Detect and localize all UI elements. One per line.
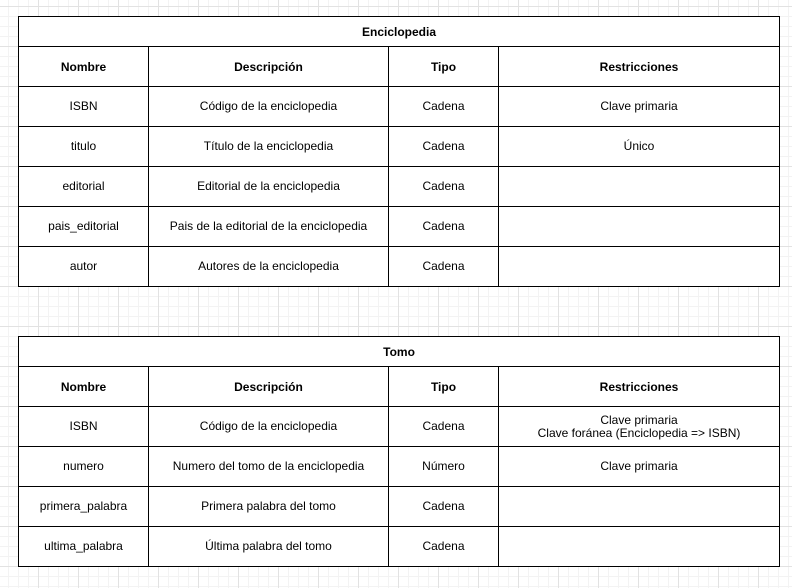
cell-tipo[interactable]: Cadena: [389, 407, 499, 447]
table-row: [19, 207, 780, 247]
cell-descripcion[interactable]: Primera palabra del tomo: [149, 487, 389, 527]
restriction-text: Clave primaria: [600, 99, 678, 113]
cell-tipo[interactable]: Cadena: [389, 167, 499, 207]
cell-restricciones[interactable]: [499, 447, 780, 487]
cell-tipo[interactable]: Cadena: [389, 487, 499, 527]
tomo-table: [18, 336, 780, 567]
cell-restricciones[interactable]: [499, 127, 780, 167]
cell-descripcion[interactable]: Pais de la editorial de la enciclopedia: [149, 207, 389, 247]
cell-tipo[interactable]: Cadena: [389, 527, 499, 567]
cell-nombre[interactable]: ISBN: [19, 407, 149, 447]
cell-nombre[interactable]: ISBN: [19, 87, 149, 127]
cell-restricciones[interactable]: [499, 247, 780, 287]
table-row: [19, 127, 780, 167]
table-title[interactable]: Tomo: [19, 337, 780, 367]
header-descripcion[interactable]: Descripción: [149, 367, 389, 407]
cell-nombre[interactable]: primera_palabra: [19, 487, 149, 527]
table-row: [19, 407, 780, 447]
header-tipo[interactable]: Tipo: [389, 47, 499, 87]
table-row: [19, 487, 780, 527]
cell-tipo[interactable]: Cadena: [389, 247, 499, 287]
cell-tipo[interactable]: Número: [389, 447, 499, 487]
table-row: [19, 447, 780, 487]
cell-tipo[interactable]: Cadena: [389, 207, 499, 247]
enciclopedia-table: [18, 16, 780, 287]
header-tipo[interactable]: Tipo: [389, 367, 499, 407]
header-nombre[interactable]: Nombre: [19, 47, 149, 87]
cell-descripcion[interactable]: Código de la enciclopedia: [149, 87, 389, 127]
restriction-text: Único: [623, 139, 655, 153]
cell-descripcion[interactable]: Título de la enciclopedia: [149, 127, 389, 167]
column-header-row: [19, 47, 780, 87]
cell-restricciones[interactable]: [499, 207, 780, 247]
cell-nombre[interactable]: numero: [19, 447, 149, 487]
cell-nombre[interactable]: titulo: [19, 127, 149, 167]
table-row: [19, 247, 780, 287]
cell-tipo[interactable]: Cadena: [389, 87, 499, 127]
cell-descripcion[interactable]: Código de la enciclopedia: [149, 407, 389, 447]
restriction-text: Clave primaria: [600, 459, 678, 473]
cell-descripcion[interactable]: Última palabra del tomo: [149, 527, 389, 567]
column-header-row: [19, 367, 780, 407]
cell-tipo[interactable]: Cadena: [389, 127, 499, 167]
cell-restricciones[interactable]: [499, 527, 780, 567]
cell-nombre[interactable]: ultima_palabra: [19, 527, 149, 567]
header-restricciones[interactable]: Restricciones: [499, 47, 780, 87]
cell-descripcion[interactable]: Autores de la enciclopedia: [149, 247, 389, 287]
table-row: [19, 527, 780, 567]
cell-restricciones[interactable]: [499, 487, 780, 527]
header-descripcion[interactable]: Descripción: [149, 47, 389, 87]
table-title-row: [19, 17, 780, 47]
table-title-row: [19, 337, 780, 367]
cell-restricciones[interactable]: [499, 87, 780, 127]
cell-restricciones[interactable]: [499, 407, 780, 447]
cell-nombre[interactable]: pais_editorial: [19, 207, 149, 247]
restriction-text: Clave foránea (Enciclopedia => ISBN): [537, 425, 741, 440]
cell-descripcion[interactable]: Editorial de la enciclopedia: [149, 167, 389, 207]
cell-nombre[interactable]: autor: [19, 247, 149, 287]
table-title[interactable]: Enciclopedia: [19, 17, 780, 47]
header-restricciones[interactable]: Restricciones: [499, 367, 780, 407]
cell-descripcion[interactable]: Numero del tomo de la enciclopedia: [149, 447, 389, 487]
table-row: [19, 167, 780, 207]
cell-nombre[interactable]: editorial: [19, 167, 149, 207]
cell-restricciones[interactable]: [499, 167, 780, 207]
header-nombre[interactable]: Nombre: [19, 367, 149, 407]
restriction-text: Clave primaria: [600, 412, 678, 427]
table-row: [19, 87, 780, 127]
